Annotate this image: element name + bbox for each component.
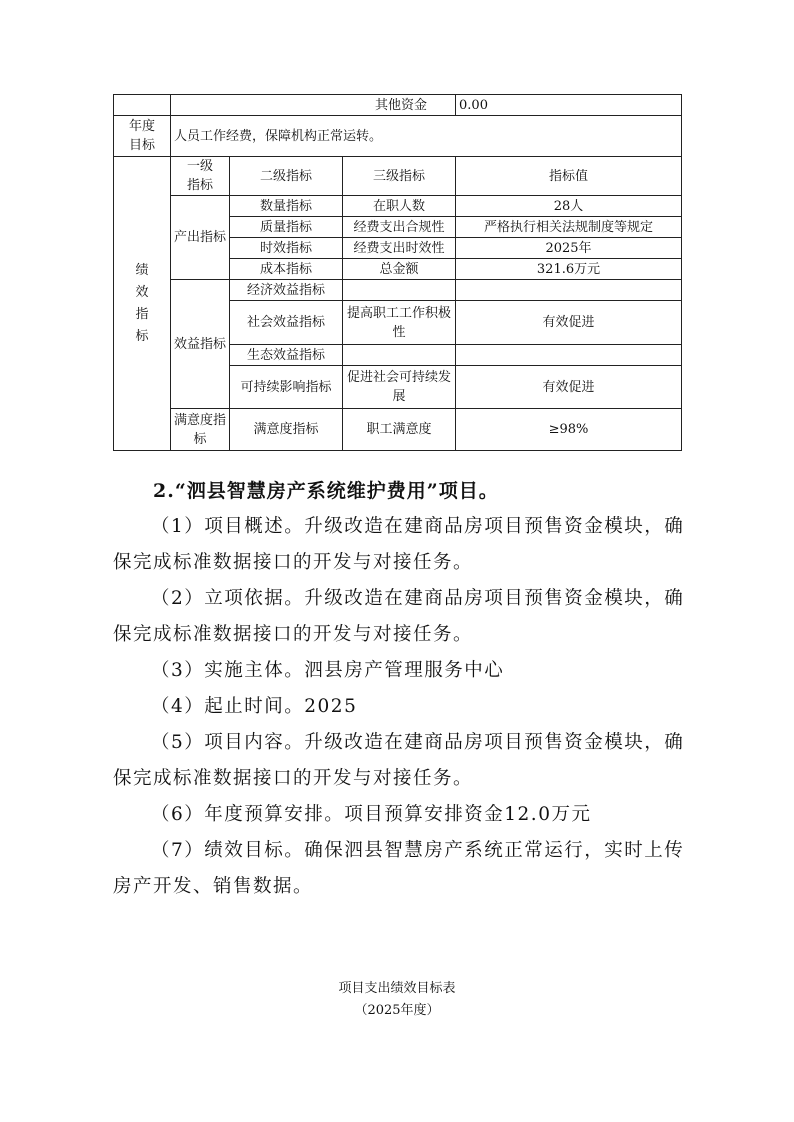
benefit-l2: 经济效益指标 — [230, 280, 343, 301]
output-value: 2025年 — [456, 238, 682, 259]
output-l2: 数量指标 — [230, 196, 343, 217]
benefit-l2: 生态效益指标 — [230, 345, 343, 366]
output-value: 28人 — [456, 196, 682, 217]
section-heading: 2.“泗县智慧房产系统维护费用”项目。 — [153, 480, 499, 502]
benefit-l2: 可持续影响指标 — [230, 366, 343, 409]
output-value: 321.6万元 — [456, 259, 682, 280]
header-value: 指标值 — [456, 157, 682, 196]
benefit-l3: 促进社会可持续发展 — [343, 366, 456, 409]
paragraph-subject: （3）实施主体。泗县房产管理服务中心 — [151, 660, 505, 681]
output-l2: 质量指标 — [230, 217, 343, 238]
benefit-indicator-label: 效益指标 — [171, 280, 230, 409]
header-level3: 三级指标 — [343, 157, 456, 196]
output-l2: 成本指标 — [230, 259, 343, 280]
benefit-l3 — [343, 345, 456, 366]
paragraph-basis: （2）立项依据。升级改造在建商品房项目预售资金模块，确保完成标准数据接口的开发与对接任务。 — [113, 588, 685, 645]
blank-cell — [114, 95, 171, 116]
benefit-l3 — [343, 280, 456, 301]
satisfaction-indicator-label: 满意度指标 — [171, 409, 230, 451]
annual-goal-text: 人员工作经费，保障机构正常运转。 — [171, 116, 682, 157]
paragraph-overview: （1）项目概述。升级改造在建商品房项目预售资金模块，确保完成标准数据接口的开发与对接任务。 — [113, 516, 685, 573]
benefit-l3: 提高职工工作积极性 — [343, 301, 456, 345]
output-l3: 在职人数 — [343, 196, 456, 217]
paragraph-block — [113, 509, 693, 905]
annual-goal-label: 年度 目标 — [114, 116, 171, 157]
output-l3: 经费支出合规性 — [343, 217, 456, 238]
output-l3: 经费支出时效性 — [343, 238, 456, 259]
other-funds-value: 0.00 — [456, 95, 682, 116]
paragraph-goal: （7）绩效目标。确保泗县智慧房产系统正常运行，实时上传房产开发、销售数据。 — [113, 840, 685, 897]
performance-table — [113, 94, 682, 451]
satisfaction-value: ≥98% — [456, 409, 682, 451]
perf-indicator-label: 绩 效 指 标 — [114, 157, 171, 451]
paragraph-budget: （6）年度预算安排。项目预算安排资金12.0万元 — [151, 804, 592, 825]
header-level1: 一级 指标 — [171, 157, 230, 196]
paragraph-content: （5）项目内容。升级改造在建商品房项目预售资金模块，确保完成标准数据接口的开发与对接任务。 — [113, 732, 685, 789]
output-indicator-label: 产出指标 — [171, 196, 230, 280]
output-l2: 时效指标 — [230, 238, 343, 259]
satisfaction-l2: 满意度指标 — [230, 409, 343, 451]
satisfaction-l3: 职工满意度 — [343, 409, 456, 451]
output-value: 严格执行相关法规制度等规定 — [456, 217, 682, 238]
benefit-l2: 社会效益指标 — [230, 301, 343, 345]
benefit-value: 有效促进 — [456, 366, 682, 409]
benefit-value — [456, 345, 682, 366]
other-funds-label: 其他资金 — [171, 95, 456, 116]
header-level2: 二级指标 — [230, 157, 343, 196]
footer-subtitle: （2025年度） — [354, 1003, 440, 1018]
benefit-value — [456, 280, 682, 301]
footer-title: 项目支出绩效目标表 — [338, 981, 456, 996]
output-l3: 总金额 — [343, 259, 456, 280]
paragraph-period: （4）起止时间。2025 — [151, 696, 358, 717]
benefit-value: 有效促进 — [456, 301, 682, 345]
